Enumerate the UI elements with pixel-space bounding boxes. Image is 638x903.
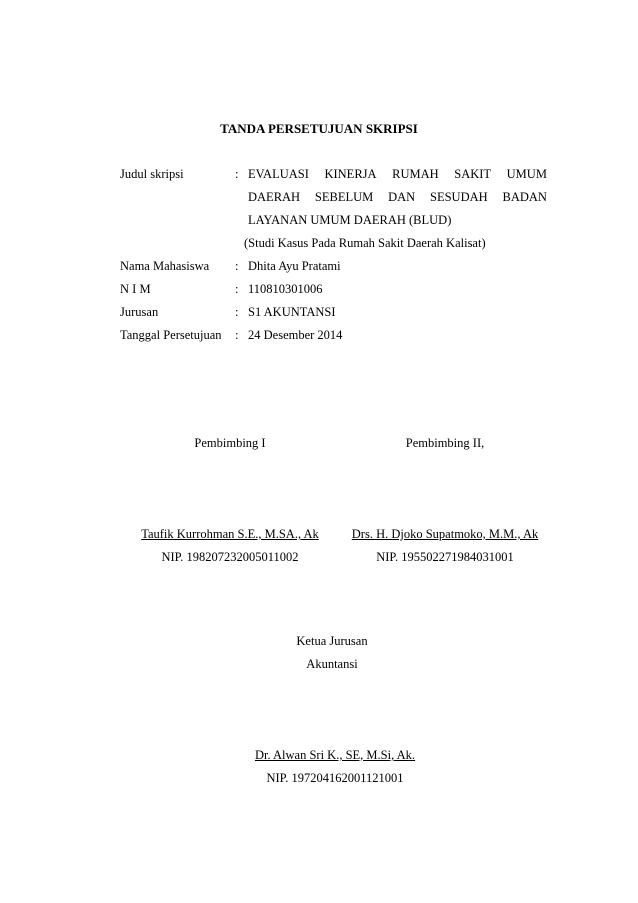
nama-label: Nama Mahasiswa — [120, 259, 210, 273]
jurusan-colon: : — [235, 305, 239, 319]
judul-word: BADAN — [502, 190, 547, 204]
ketua-heading: Ketua Jurusan — [296, 634, 368, 648]
tanggal-value: 24 Desember 2014 — [248, 328, 343, 342]
nim-label: N I M — [120, 282, 151, 296]
judul-line-1 — [248, 167, 547, 182]
ketua-name: Dr. Alwan Sri K., SE, M.Si, Ak. — [254, 748, 416, 762]
judul-line-3: LAYANAN UMUM DAERAH (BLUD) — [248, 213, 452, 227]
pembimbing-1-name: Taufik Kurrohman S.E., M.SA., Ak — [141, 527, 319, 541]
jurusan-value: S1 AKUNTANSI — [248, 305, 336, 319]
judul-line-2 — [248, 190, 547, 205]
ketua-subheading: Akuntansi — [306, 657, 358, 671]
judul-word: SESUDAH — [430, 190, 488, 204]
judul-word: DAN — [388, 190, 416, 204]
pembimbing-2-name: Drs. H. Djoko Supatmoko, M.M., Ak — [351, 527, 539, 541]
pembimbing-2-heading: Pembimbing II, — [405, 436, 485, 450]
nim-colon: : — [235, 282, 239, 296]
ketua-nip: NIP. 197204162001121001 — [266, 771, 404, 785]
nama-value: Dhita Ayu Pratami — [248, 259, 341, 273]
nim-value: 110810301006 — [248, 282, 323, 296]
nama-colon: : — [235, 259, 239, 273]
tanggal-label: Tanggal Persetujuan — [120, 328, 222, 342]
judul-word: SAKIT — [454, 167, 492, 181]
judul-label: Judul skripsi — [120, 167, 184, 181]
tanggal-colon: : — [235, 328, 239, 342]
jurusan-label: Jurusan — [120, 305, 159, 319]
judul-word: SEBELUM — [314, 190, 374, 204]
pembimbing-1-heading: Pembimbing I — [194, 436, 266, 450]
judul-word: DAERAH — [248, 190, 301, 204]
judul-word: EVALUASI — [248, 167, 309, 181]
judul-colon: : — [235, 167, 239, 181]
document-title: TANDA PERSETUJUAN SKRIPSI — [220, 121, 418, 136]
pembimbing-2-nip: NIP. 195502271984031001 — [376, 550, 514, 564]
judul-word: KINERJA — [324, 167, 377, 181]
judul-line-4: (Studi Kasus Pada Rumah Sakit Daerah Kalisat) — [244, 236, 486, 250]
pembimbing-1-nip: NIP. 198207232005011002 — [161, 550, 299, 564]
judul-word: UMUM — [506, 167, 547, 181]
judul-word: RUMAH — [392, 167, 439, 181]
